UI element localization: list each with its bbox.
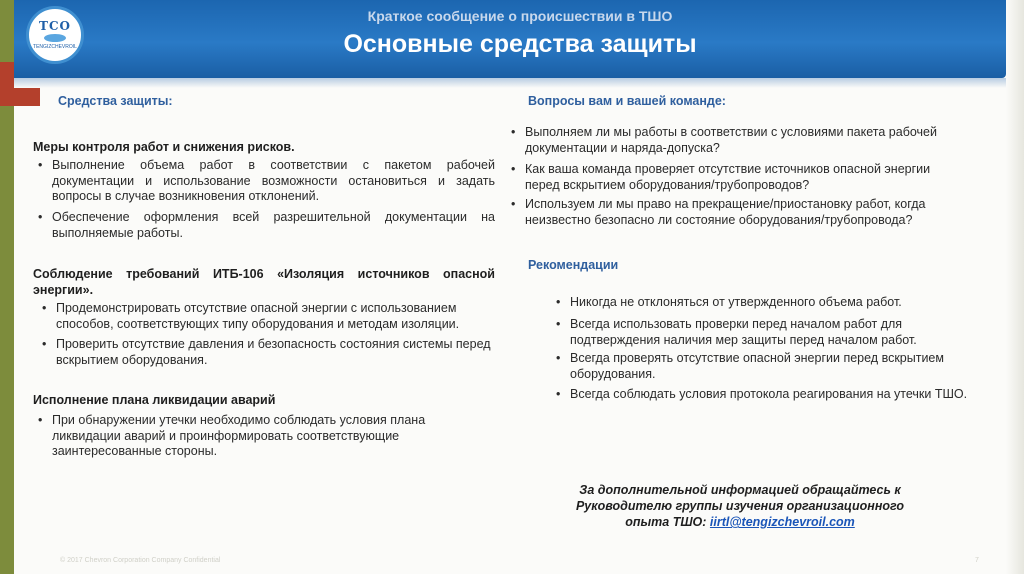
contact-line: За дополнительной информацией обращайтесь к <box>579 483 901 497</box>
list-item: • При обнаружении утечки необходимо соблюдать условия плана ликвидации аварий и проинформировать соответствующие заинтересованные стороны. <box>52 413 497 460</box>
tco-logo <box>26 6 84 64</box>
right-edge-shade <box>1006 0 1024 574</box>
logo-emblem-icon <box>44 34 66 42</box>
section-title: Исполнение плана ликвидации аварий <box>33 393 276 407</box>
list-item: • Как ваша команда проверяет отсутствие источников опасной энергии перед вскрытием оборудования/трубопроводов? <box>525 162 945 193</box>
list-item: • Выполняем ли мы работы в соответствии с условиями пакета рабочей документации и наряда-допуска? <box>525 125 985 156</box>
logo-text: TCO <box>39 19 71 33</box>
page-number: 7 <box>975 557 979 564</box>
list-item: • Всегда соблюдать условия протокола реагирования на утечки ТШО. <box>570 387 990 403</box>
list-item: • Используем ли мы право на прекращение/приостановку работ, когда неизвестно безопасно ли состояние оборудования/трубопровода? <box>525 197 945 228</box>
list-item: • Никогда не отклоняться от утвержденного объема работ. <box>570 295 990 311</box>
list-item: • Всегда проверять отсутствие опасной энергии перед вскрытием оборудования. <box>570 351 970 382</box>
email-link[interactable]: iirtl@tengizchevroil.com <box>709 515 855 529</box>
recommendations-heading: Рекомендации <box>528 258 619 272</box>
questions-heading: Вопросы вам и вашей команде: <box>528 94 726 108</box>
list-item: • Обеспечение оформления всей разрешительной документации на выполняемые работы. <box>52 210 495 241</box>
contact-info <box>540 482 940 530</box>
list-item: • Всегда использовать проверки перед началом работ для подтверждения наличия мер защиты перед началом работ. <box>570 317 995 348</box>
list-item: • Выполнение объема работ в соответствии с пакетом рабочей документации и использование возможности остановиться и задать вопросы в случае возникновения отклонений. <box>52 158 495 205</box>
section-title: Соблюдение требований ИТБ-106 «Изоляция источников опасной энергии». <box>33 267 495 297</box>
footer-note: © 2017 Chevron Corporation Company Confidential <box>60 557 221 564</box>
logo-subtext: TENGIZCHEVROIL <box>33 44 77 50</box>
protection-heading: Средства защиты: <box>58 94 173 108</box>
list-item: • Проверить отсутствие давления и безопасность состояния системы перед вскрытием оборудования. <box>56 337 492 368</box>
contact-line <box>540 514 940 530</box>
list-item: • Продемонстрировать отсутствие опасной энергии с использованием способов, соответствующих типу оборудования и методам изоляции. <box>56 301 492 332</box>
header-shadow <box>14 78 1006 88</box>
section-title: Меры контроля работ и снижения рисков. <box>33 140 295 154</box>
slide-subtitle: Краткое сообщение о происшествии в ТШО <box>367 8 673 24</box>
contact-line: Руководителю группы изучения организационного <box>575 499 905 513</box>
slide-title: Основные средства защиты <box>343 30 697 58</box>
contact-prefix: опыта ТШО: <box>625 515 710 529</box>
